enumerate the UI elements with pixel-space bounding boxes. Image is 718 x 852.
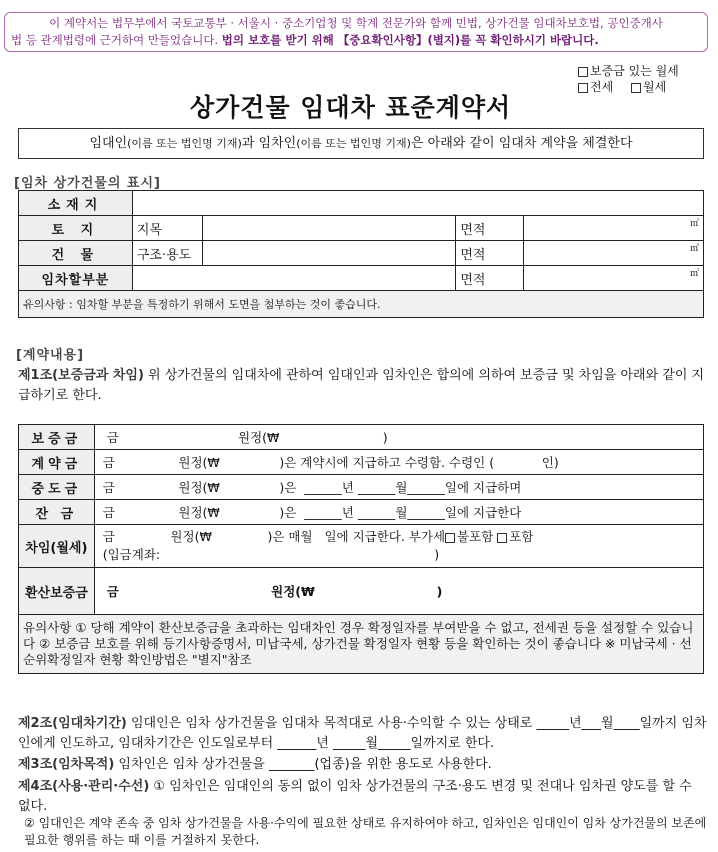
article-3-title: 제3조(임차목적) bbox=[18, 757, 115, 772]
notice-line-2 bbox=[11, 32, 701, 49]
legal-notice-banner bbox=[4, 12, 708, 52]
land-area-label: 면적 bbox=[456, 216, 524, 241]
table-row bbox=[19, 425, 704, 450]
article-4-text: ① 임차인은 임대인의 동의 없이 임차 상가건물의 구조·용도 변경 및 전대나 임차권 양도를 할 수 없다. bbox=[18, 779, 692, 814]
converted-deposit-label: 환산보증금 bbox=[19, 568, 95, 615]
article-4-title: 제4조(사용·관리·수선) bbox=[18, 779, 150, 794]
contract-type-options bbox=[578, 63, 710, 95]
land-area-field[interactable]: ㎡ bbox=[524, 216, 704, 241]
down-payment-field[interactable]: 금 원정(₩ )은 계약시에 지급하고 수령함. 수령인 ( 인) bbox=[94, 450, 703, 475]
option-monthly[interactable]: 월세 bbox=[631, 79, 666, 95]
leased-part-label: 임차할부분 bbox=[19, 266, 133, 291]
leased-part-field[interactable] bbox=[132, 266, 455, 291]
payment-table bbox=[18, 424, 704, 674]
table-row bbox=[19, 266, 704, 291]
table-row bbox=[19, 450, 704, 475]
article-1-title: 제1조(보증금과 차임) bbox=[18, 368, 144, 383]
table-row bbox=[19, 191, 704, 216]
article-1 bbox=[18, 366, 708, 406]
table-row bbox=[19, 500, 704, 525]
option-jeonse[interactable]: 전세 bbox=[578, 79, 613, 95]
middle-payment-label: 중도금 bbox=[19, 475, 95, 500]
property-note: 유의사항 : 임차할 부분을 특정하기 위해서 도면을 첨부하는 것이 좋습니다. bbox=[19, 291, 704, 318]
building-structure-field[interactable] bbox=[202, 241, 456, 266]
article-2 bbox=[18, 714, 708, 754]
article-1-text: 위 상가건물의 임대차에 관하여 임대인과 임차인은 합의에 의하여 보증금 및 차임을 아래와 같이 지급하기로 한다. bbox=[18, 368, 705, 403]
intro-statement: 임대인(이름 또는 법인명 기재)과 임차인(이름 또는 법인명 기재)은 아래와 같이 임대차 계약을 체결한다 bbox=[18, 128, 704, 159]
table-row bbox=[19, 291, 704, 318]
table-row bbox=[19, 475, 704, 500]
down-payment-label: 계약금 bbox=[19, 450, 95, 475]
checkbox-icon[interactable] bbox=[578, 67, 588, 77]
article-4-clause-2: ② 임대인은 계약 존속 중 임차 상가건물을 사용·수익에 필요한 상태로 유지하여야 하고, 임차인은 임대인이 임차 상가건물의 보존에 필요한 행위를 하는 때 이를 거절하지 못한다. bbox=[24, 816, 707, 847]
deposit-label: 보증금 bbox=[19, 425, 95, 450]
article-2-title: 제2조(임대차기간) bbox=[18, 716, 127, 731]
table-row bbox=[19, 525, 704, 568]
article-2-text: 임대인은 임차 상가건물을 임대차 목적대로 사용·수익할 수 있는 상태로 _____년___월____일까지 임차인에게 인도하고, 임대차기간은 인도일로부터 ______년 _____월_____일까지로 한다. bbox=[18, 716, 707, 751]
table-row bbox=[19, 241, 704, 266]
checkbox-icon[interactable] bbox=[445, 533, 455, 543]
land-category-field[interactable] bbox=[202, 216, 456, 241]
location-field[interactable] bbox=[132, 191, 703, 216]
land-label: 토 지 bbox=[19, 216, 133, 241]
rent-field[interactable]: 금 원정(₩ )은 매월 일에 지급한다. 부가세 불포함 포함 (입금계좌: ) bbox=[94, 525, 703, 568]
notice-line-1: 이 계약서는 법무부에서 국토교통부 · 서울시 · 중소기업청 및 학계 전문가와 함께 민법, 상가건물 임대차보호법, 공인중개사 bbox=[49, 16, 663, 30]
location-label: 소재지 bbox=[19, 191, 133, 216]
leased-area-field[interactable]: ㎡ bbox=[524, 266, 704, 291]
middle-payment-field[interactable]: 금 원정(₩ )은 ______년 ______월______일에 지급하며 bbox=[94, 475, 703, 500]
converted-deposit-field[interactable]: 금 원정(₩ ) bbox=[94, 568, 703, 615]
building-structure-label: 구조·용도 bbox=[132, 241, 202, 266]
contract-section-heading: [계약내용] bbox=[16, 348, 85, 363]
leased-area-label: 면적 bbox=[456, 266, 524, 291]
checkbox-icon[interactable] bbox=[631, 83, 641, 93]
balance-label: 잔 금 bbox=[19, 500, 95, 525]
property-table bbox=[18, 190, 704, 318]
article-4 bbox=[18, 777, 708, 817]
checkbox-icon[interactable] bbox=[578, 83, 588, 93]
deposit-field[interactable]: 금 원정(₩ ) bbox=[94, 425, 703, 450]
land-category-label: 지목 bbox=[132, 216, 202, 241]
property-section-heading: [임차 상가건물의 표시] bbox=[14, 176, 161, 191]
building-area-field[interactable]: ㎡ bbox=[524, 241, 704, 266]
checkbox-icon[interactable] bbox=[497, 533, 507, 543]
table-row bbox=[19, 615, 704, 674]
building-area-label: 면적 bbox=[456, 241, 524, 266]
notice-line-2b: 법의 보호를 받기 위해 【중요확인사항】(별지)를 꼭 확인하시기 바랍니다. bbox=[221, 33, 599, 47]
notice-line-2a: 법 등 관계법령에 근거하여 만들었습니다. bbox=[11, 33, 222, 47]
table-row bbox=[19, 216, 704, 241]
document-title: 상가건물 임대차 표준계약서 bbox=[190, 93, 512, 122]
account-field[interactable]: (입금계좌: ) bbox=[102, 547, 440, 562]
table-row bbox=[19, 568, 704, 615]
article-3-text: 임차인은 임차 상가건물을 _______(업종)을 위한 용도로 사용한다. bbox=[114, 757, 492, 772]
article-3 bbox=[18, 755, 708, 775]
payment-note: 유의사항 ① 당해 계약이 환산보증금을 초과하는 임대차인 경우 확정일자를 부여받을 수 없고, 전세권 등을 설정할 수 있습니다 ② 보증금 보호를 위해 등기사항증명서, 미납국세, 상가건물 확정일자 현황 등을 확인하는 것이 좋습니다 ※ 미납국세 · 선순위확정일자 현황 확인방법은 "별지"참조 bbox=[19, 615, 704, 674]
balance-field[interactable]: 금 원정(₩ )은 ______년 ______월______일에 지급한다 bbox=[94, 500, 703, 525]
rent-label: 차임(월세) bbox=[19, 525, 95, 568]
building-label: 건 물 bbox=[19, 241, 133, 266]
option-deposit-monthly[interactable]: 보증금 있는 월세 bbox=[578, 63, 710, 79]
